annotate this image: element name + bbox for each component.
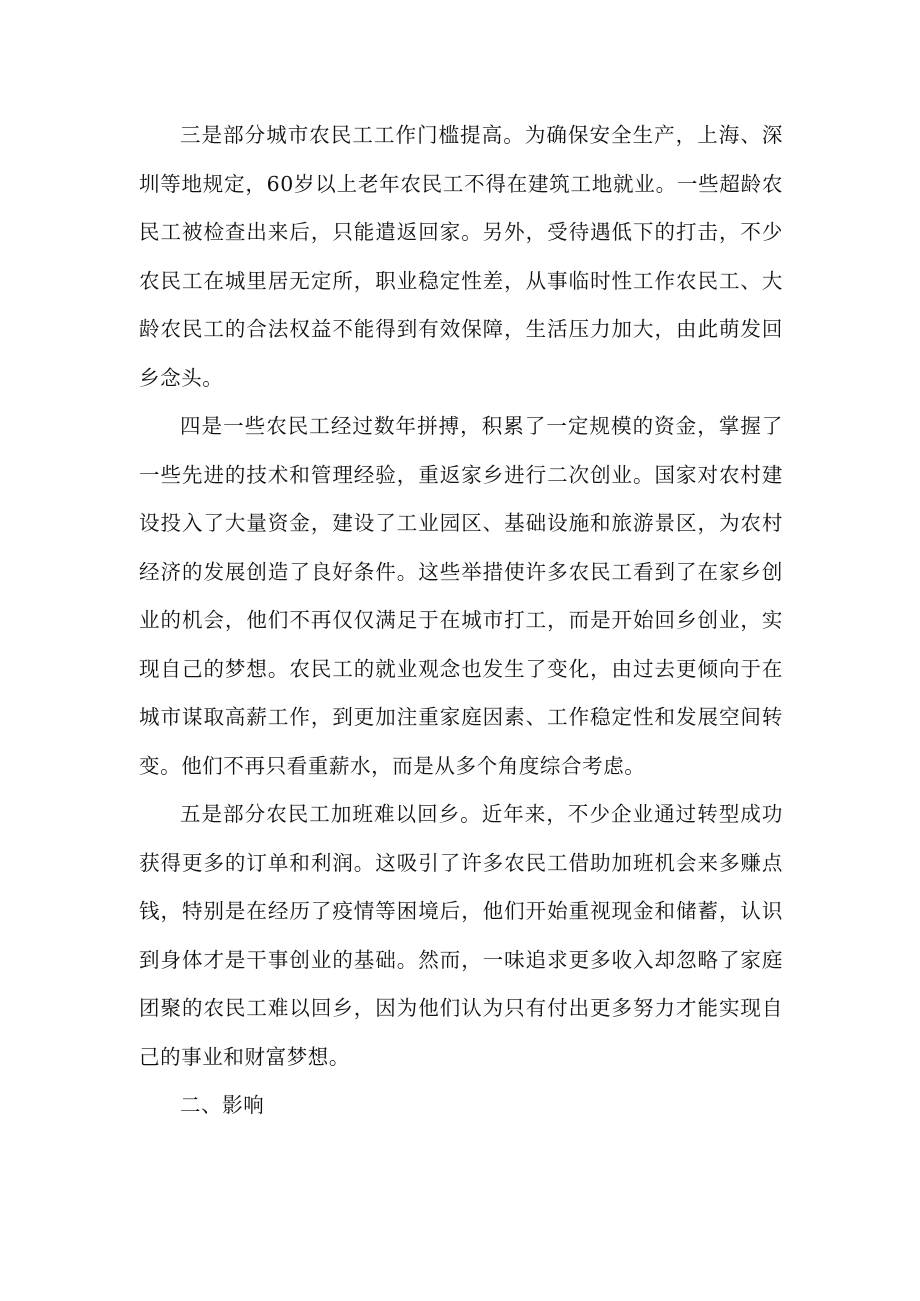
paragraph-fourth-reason: 四是一些农民工经过数年拼搏，积累了一定规模的资金，掌握了一些先进的技术和管理经验，重返家乡进行二次创业。国家对农村建设投入了大量资金，建设了工业园区、基础设施和旅游景区，为农村经济的发展创造了良好条件。这些举措使许多农民工看到了在家乡创业的机会，他们不再仅仅满足于在城市打工，而是开始回乡创业，实现自己的梦想。农民工的就业观念也发生了变化，由过去更倾向于在城市谋取高薪工作，到更加注重家庭因素、工作稳定性和发展空间转变。他们不再只看重薪水，而是从多个角度综合考虑。 — [139, 414, 783, 778]
document-body — [139, 111, 783, 1130]
section-heading-impact: 二、影响 — [180, 1093, 265, 1117]
paragraph-third-reason: 三是部分城市农民工工作门槛提高。为确保安全生产，上海、深圳等地规定，60岁以上老年农民工不得在建筑工地就业。一些超龄农民工被检查出来后，只能遣返回家。另外，受待遇低下的打击，不少农民工在城里居无定所，职业稳定性差，从事临时性工作农民工、大龄农民工的合法权益不能得到有效保障，生活压力加大，由此萌发回乡念头。 — [139, 123, 783, 390]
paragraph-fifth-reason: 五是部分农民工加班难以回乡。近年来，不少企业通过转型成功获得更多的订单和利润。这吸引了许多农民工借助加班机会来多赚点钱，特别是在经历了疫情等困境后，他们开始重视现金和储蓄，认识到身体才是干事创业的基础。然而，一味追求更多收入却忽略了家庭团聚的农民工难以回乡，因为他们认为只有付出更多努力才能实现自己的事业和财富梦想。 — [139, 802, 783, 1069]
